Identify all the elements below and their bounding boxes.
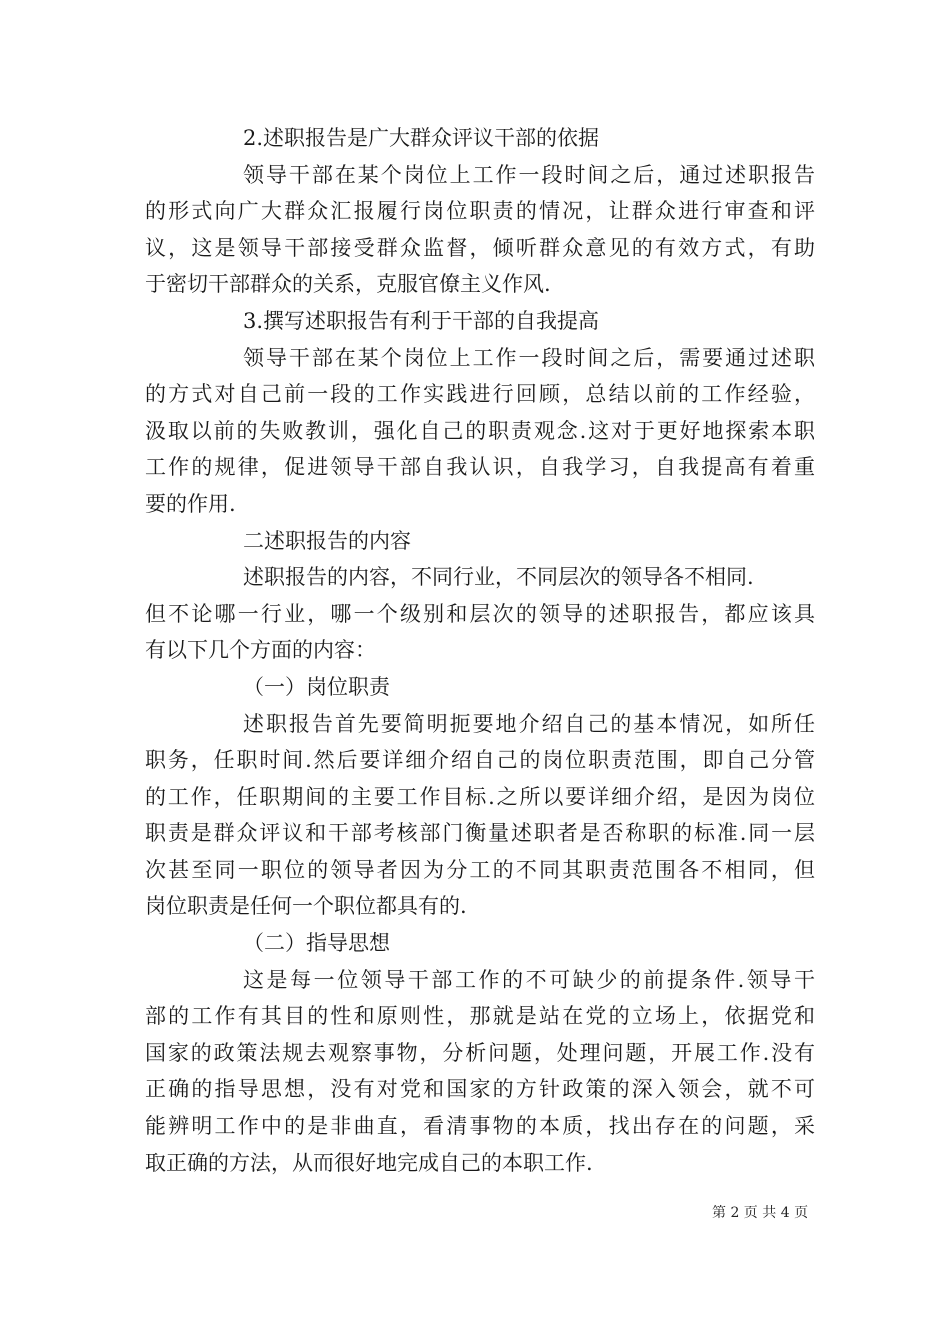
paragraph-line: 领导干部在某个岗位上工作一段时间之后，需要通过述职	[243, 345, 815, 370]
paragraph-line: 次甚至同一职位的领导者因为分工的不同其职责范围各不相同，但	[145, 857, 815, 882]
subsection-heading: （一）岗位职责	[243, 674, 390, 699]
paragraph-line: 职责是群众评议和干部考核部门衡量述职者是否称职的标准.同一层	[145, 821, 815, 846]
paragraph-line: 部的工作有其目的性和原则性，那就是站在党的立场上，依据党和	[145, 1004, 815, 1029]
paragraph-line: 工作的规律，促进领导干部自我认识，自我学习，自我提高有着重	[145, 455, 815, 480]
paragraph-line: 要的作用.	[145, 491, 236, 516]
paragraph-line: 的形式向广大群众汇报履行岗位职责的情况，让群众进行审查和评	[145, 199, 815, 224]
subsection-heading: （二）指导思想	[243, 931, 390, 956]
paragraph-line: 述职报告的内容，不同行业，不同层次的领导各不相同.	[243, 565, 754, 590]
paragraph-line: 于密切干部群众的关系，克服官僚主义作风.	[145, 272, 551, 297]
paragraph-line: 议，这是领导干部接受群众监督，倾听群众意见的有效方式，有助	[145, 235, 815, 260]
paragraph-line: 国家的政策法规去观察事物，分析问题，处理问题，开展工作.没有	[145, 1040, 815, 1065]
paragraph-line: 职务，任职时间.然后要详细介绍自己的岗位职责范围，即自己分管	[145, 748, 815, 773]
paragraph-line: 岗位职责是任何一个职位都具有的.	[145, 894, 467, 919]
paragraph-line: 能辨明工作中的是非曲直，看清事物的本质，找出存在的问题，采	[145, 1114, 815, 1139]
paragraph-line: 取正确的方法，从而很好地完成自己的本职工作.	[145, 1150, 593, 1175]
paragraph-line: 的工作，任职期间的主要工作目标.之所以要详细介绍，是因为岗位	[145, 784, 815, 809]
page-number-footer: 第 2 页 共 4 页	[712, 1205, 809, 1221]
paragraph-line: 但不论哪一行业，哪一个级别和层次的领导的述职报告，都应该具	[145, 601, 815, 626]
paragraph-line: 正确的指导思想，没有对党和国家的方针政策的深入领会，就不可	[145, 1077, 815, 1102]
paragraph-line: 领导干部在某个岗位上工作一段时间之后，通过述职报告	[243, 162, 815, 187]
section-heading: 3.撰写述职报告有利于干部的自我提高	[243, 308, 600, 333]
chapter-heading: 二述职报告的内容	[243, 528, 411, 553]
paragraph-line: 述职报告首先要简明扼要地介绍自己的基本情况，如所任	[243, 711, 815, 736]
paragraph-line: 的方式对自己前一段的工作实践进行回顾，总结以前的工作经验，	[145, 382, 815, 407]
section-heading: 2.述职报告是广大群众评议干部的依据	[243, 126, 600, 150]
document-body	[145, 120, 815, 1181]
paragraph-line: 汲取以前的失败教训，强化自己的职责观念.这对于更好地探索本职	[145, 418, 815, 443]
paragraph-line: 这是每一位领导干部工作的不可缺少的前提条件.领导干	[243, 967, 815, 992]
paragraph-line: 有以下几个方面的内容：	[145, 638, 376, 663]
